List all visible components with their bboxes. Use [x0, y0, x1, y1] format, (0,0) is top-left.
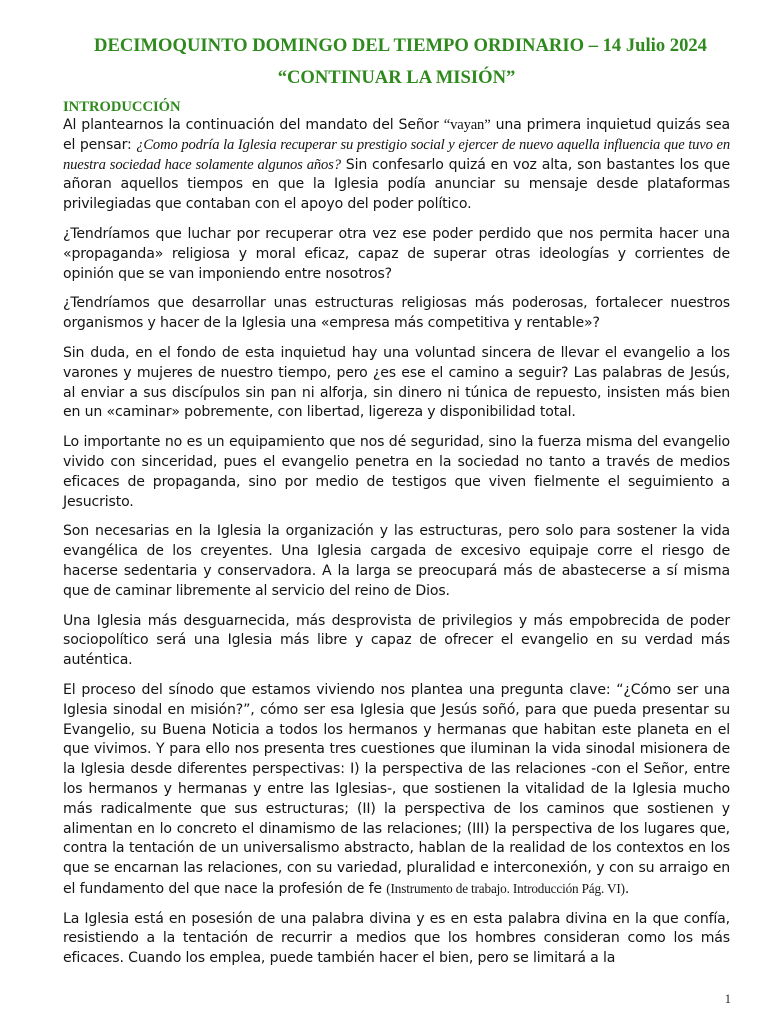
document-title: DECIMOQUINTO DOMINGO DEL TIEMPO ORDINARIO – 14 Julio 2024 — [94, 35, 707, 56]
paragraph-1-text-a: Al plantearnos la continuación del mandato del Señor — [63, 117, 444, 133]
paragraph-9: La Iglesia está en posesión de una palabra divina y es en esta palabra divina en la que confía, resistiendo a la tentación de recurrir a medios que los hombres consideran como los más eficaces. Cuando los emplea, puede también hacer el bien, pero se limitará a la — [63, 910, 730, 967]
paragraph-6: Son necesarias en la Iglesia la organización y las estructuras, pero solo para sostener la vida evangélica de los creyentes. Una Iglesia cargada de excesivo equipaje corre el riesgo de hacerse sedentaria y conservadora. A la larga se preocupará más de abastecerse a sí misma que de caminar libremente al servicio del reino de Dios. — [63, 523, 730, 599]
page-number: 1 — [724, 992, 731, 1006]
paragraph-8 — [63, 681, 730, 900]
paragraph-8-text-a: El proceso del sínodo que estamos viviendo nos plantea una pregunta clave: “¿Cómo ser una Iglesia sinodal en misión?”, cómo ser esa Iglesia que Jesús soñó, para que pueda presentar su Evangelio, su Buena Noticia a todos los hermanos y hermanas que habitan este planeta en el que vivimos. Y para ello nos presenta tres cuestiones que iluminan la vida sinodal misionera de la Iglesia desde diferentes perspectivas: I) la perspectiva de las relaciones -con el Señor, entre los hermanos y hermanas y entre las Iglesias-, que sostienen la vitalidad de la Iglesia mucho más radicalmente que sus estructuras; (II) la perspectiva de los caminos que sostienen y alimentan en lo concreto el dinamismo de las relaciones; (III) la perspectiva de los lugares que, contra la tentación de un universalismo abstracto, hablan de la realidad de los contextos en los que se encarnan las relaciones, con su variedad, pluralidad e interconexión, y con su arraigo en el fundamento del que nace la profesión de fe — [63, 681, 730, 897]
italic-question: ¿Como podría la Iglesia recuperar su prestigio social y ejercer de nuevo aquella influencia que tuvo en nuestra sociedad hace solamente algunos años? — [63, 136, 730, 173]
paragraph-1-text-c: una primera inquietud quizás sea el pensar: — [63, 117, 730, 153]
paragraph-5: Lo importante no es un equipamiento que nos dé seguridad, sino la fuerza misma del evangelio vivido con sinceridad, pues el evangelio penetra en la sociedad no tanto a través de medios eficaces de propaganda, sino por medio de testigos que viven fielmente el seguimiento a Jesucristo. — [63, 434, 730, 510]
paragraph-7: Una Iglesia más desguarnecida, más desprovista de privilegios y más empobrecida de poder sociopolítico será una Iglesia más libre y capaz de ofrecer el evangelio en su verdad más auténtica. — [63, 612, 730, 669]
citation-instrumento-de-trabajo: (Instrumento de trabajo. Introducción Pág. VI) — [386, 880, 625, 896]
paragraph-1-text-e: Sin confesarlo quizá en voz alta, son bastantes los que añoran aquellos tiempos en que la Iglesia podía anunciar su mensaje desde plataformas privilegiadas que contaban con el apoyo del poder político. — [63, 156, 730, 213]
paragraph-4: Sin duda, en el fondo de esta inquietud hay una voluntad sincera de llevar el evangelio a los varones y mujeres de nuestro tiempo, pero ¿es ese el camino a seguir? Las palabras de Jesús, al enviar a sus discípulos sin pan ni alforja, sin dinero ni túnica de repuesto, insisten más bien en un «caminar» pobremente, con libertad, ligereza y disponibilidad total. — [63, 344, 730, 421]
paragraph-2: ¿Tendríamos que luchar por recuperar otra vez ese poder perdido que nos permita hacer una «propaganda» religiosa y moral eficaz, capaz de superar otras ideologías y corrientes de opinión que se van imponiendo entre nosotros? — [63, 225, 730, 282]
paragraph-8-text-c: . — [624, 880, 630, 897]
document-subtitle: “CONTINUAR LA MISIÓN” — [277, 67, 516, 88]
section-heading-introduccion: INTRODUCCIÓN — [63, 99, 181, 115]
quoted-word-vayan: “vayan” — [443, 117, 491, 133]
paragraph-1 — [63, 116, 730, 215]
paragraph-3: ¿Tendríamos que desarrollar unas estructuras religiosas más poderosas, fortalecer nuestros organismos y hacer de la Iglesia una «empresa más competitiva y rentable»? — [63, 295, 730, 332]
